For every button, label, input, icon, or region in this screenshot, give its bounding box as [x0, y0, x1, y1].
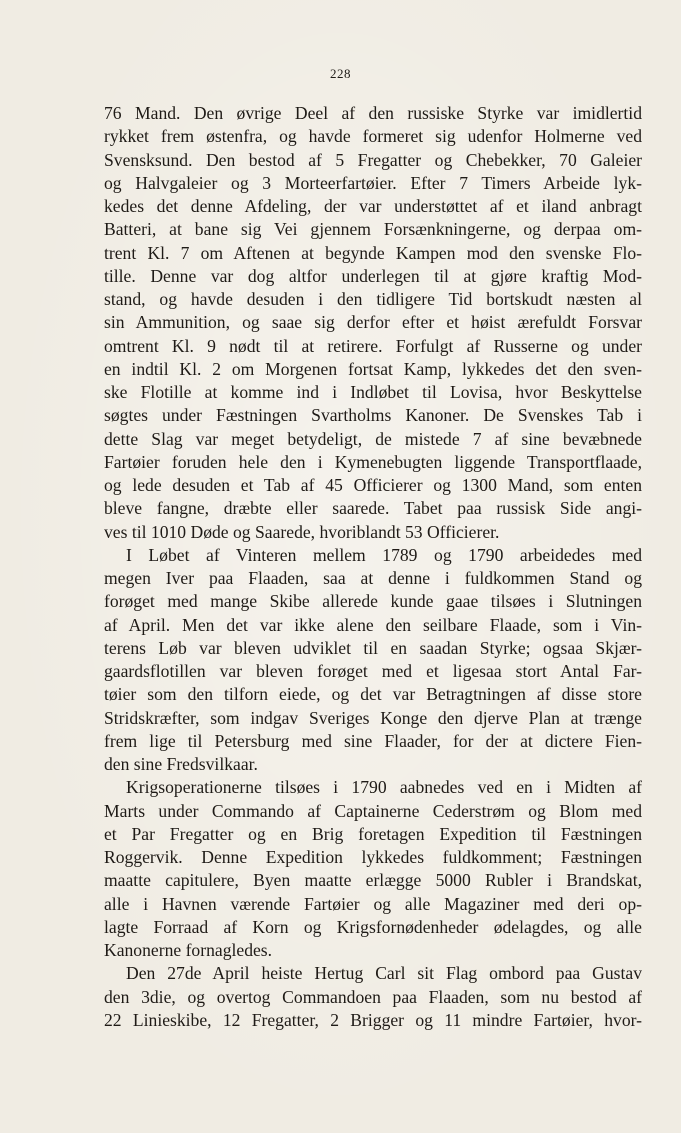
text-line: Svensksund. Den bestod af 5 Fregatter og Chebekker, 70 Galeier — [104, 149, 642, 170]
text-line: den sine Fredsvilkaar. — [104, 754, 258, 774]
text-line: terens Løb var bleven udviklet til en saadan Styrke; ogsaa Skjær- — [104, 637, 642, 658]
text-line: gaardsflotillen var bleven forøget med et ligesaa stort Antal Far- — [104, 661, 642, 681]
text-line: og Halvgaleier og 3 Morteerfartøier. Efter 7 Timers Arbeide lyk- — [104, 172, 642, 193]
text-line: tille. Denne var dog altfor underlegen til at gjøre kraftig Mod- — [104, 265, 642, 286]
page-number: 228 — [330, 66, 351, 81]
text-line: af April. Men det var ikke alene den seilbare Flaade, som i Vin- — [104, 614, 642, 635]
text-line: Den 27de April heiste Hertug Carl sit Flag ombord paa Gustav — [126, 963, 642, 984]
text-line: Stridskræfter, som indgav Sveriges Konge den djerve Plan at trænge — [104, 707, 642, 728]
text-line: kedes det denne Afdeling, der var understøttet af et iland anbragt — [104, 196, 642, 216]
text-line: tøier som den tilforn eiede, og det var Betragtningen af disse store — [104, 684, 642, 705]
text-line: maatte capitulere, Byen maatte erlægge 5000 Rubler i Brandskat, — [104, 870, 642, 891]
body-text — [104, 102, 642, 1032]
text-line: søgtes under Fæstningen Svartholms Kanoner. De Svenskes Tab i — [104, 405, 642, 426]
text-line: I Løbet af Vinteren mellem 1789 og 1790 arbeidedes med — [126, 544, 642, 565]
text-line: omtrent Kl. 9 nødt til at retirere. Forfulgt af Russerne og under — [104, 335, 642, 356]
text-line: dette Slag var meget betydeligt, de mistede 7 af sine bevæbnede — [104, 428, 642, 449]
text-line: 76 Mand. Den øvrige Deel af den russiske Styrke var imidlertid — [104, 103, 642, 123]
text-line: trent Kl. 7 om Aftenen at begynde Kampen mod den svenske Flo- — [104, 242, 642, 263]
text-line: alle i Havnen værende Fartøier og alle Magaziner med deri op- — [104, 893, 642, 914]
text-line: Fartøier foruden hele den i Kymenebugten liggende Transportflaade, — [104, 451, 642, 472]
text-line: den 3die, og overtog Commandoen paa Flaaden, som nu bestod af — [104, 986, 642, 1007]
text-line: et Par Fregatter og en Brig foretagen Expedition til Fæstningen — [104, 823, 642, 844]
text-line: forøget med mange Skibe allerede kunde gaae tilsøes i Slutningen — [104, 591, 642, 612]
text-line: 22 Linieskibe, 12 Fregatter, 2 Brigger og 11 mindre Fartøier, hvor- — [104, 1009, 642, 1030]
text-line: ves til 1010 Døde og Saarede, hvoriblandt 53 Officierer. — [104, 521, 500, 542]
text-line: frem lige til Petersburg med sine Flaader, for der at dictere Fien- — [104, 730, 642, 751]
text-line: rykket frem østenfra, og havde formeret sig udenfor Holmerne ved — [104, 126, 642, 147]
text-line: stand, og havde desuden i den tidligere Tid bortskudt næsten al — [104, 289, 642, 309]
text-line: bleve fangne, dræbte eller saarede. Tabet paa russisk Side angi- — [104, 498, 642, 519]
text-line: en indtil Kl. 2 om Morgenen fortsat Kamp, lykkedes det den sven- — [104, 358, 642, 379]
text-line: Kanonerne fornagledes. — [104, 940, 273, 960]
text-line: megen Iver paa Flaaden, saa at denne i fuldkommen Stand og — [104, 568, 642, 588]
text-line: Marts under Commando af Captainerne Cederstrøm og Blom med — [104, 800, 642, 821]
text-line: Batteri, at bane sig Vei gjennem Forsænkningerne, og derpaa om- — [104, 219, 642, 240]
text-line: ske Flotille at komme ind i Indløbet til Lovisa, hvor Beskyttelse — [104, 382, 642, 402]
text-line: Roggervik. Denne Expedition lykkedes fuldkomment; Fæstningen — [104, 847, 642, 867]
text-line: lagte Forraad af Korn og Krigsfornødenheder ødelagdes, og alle — [104, 916, 642, 937]
text-line: Krigsoperationerne tilsøes i 1790 aabnedes ved en i Midten af — [126, 777, 642, 798]
text-line: sin Ammunition, og saae sig derfor efter et høist ærefuldt Forsvar — [104, 312, 642, 333]
text-line: og lede desuden et Tab af 45 Officierer og 1300 Mand, som enten — [104, 475, 642, 495]
